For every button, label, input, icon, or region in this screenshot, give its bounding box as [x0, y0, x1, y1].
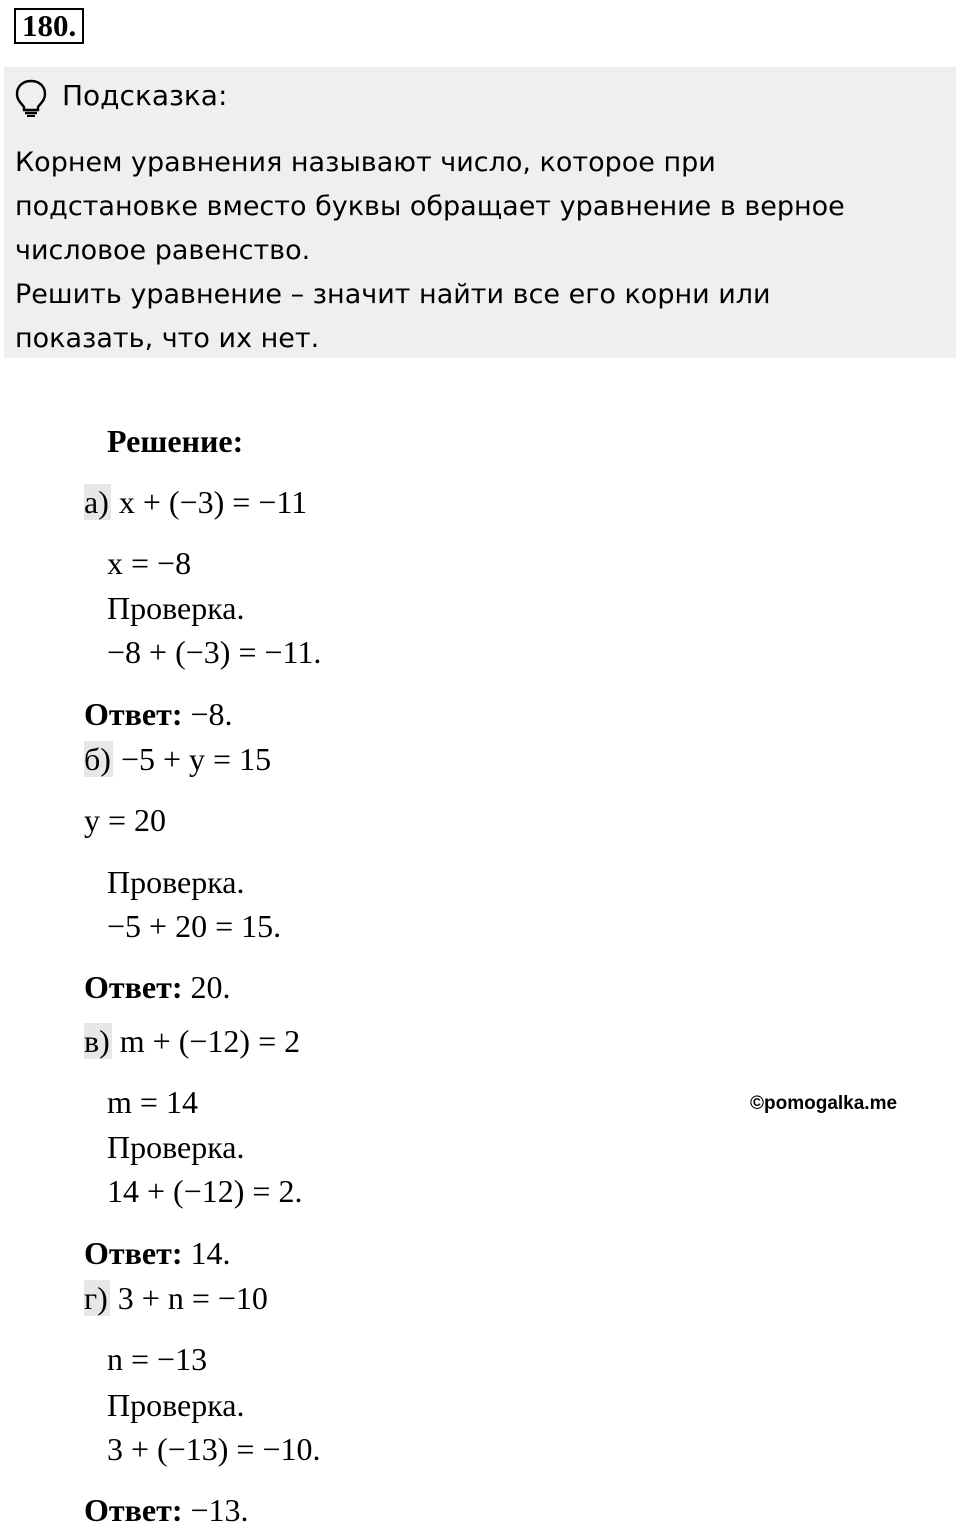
hint-text	[15, 141, 945, 361]
answer-label: Ответ:	[84, 969, 183, 1005]
answer-value: −8.	[190, 696, 233, 732]
part-b-check: −5 + 20 = 15.	[107, 908, 282, 944]
part-v-check-label: Проверка.	[107, 1129, 245, 1165]
answer-value: −13.	[190, 1492, 249, 1528]
answer-value: 20.	[190, 969, 231, 1005]
answer-label: Ответ:	[84, 1235, 183, 1271]
part-v-answer	[84, 1233, 230, 1273]
answer-label: Ответ:	[84, 696, 183, 732]
lightbulb-icon	[14, 79, 48, 117]
equation: x + (−3) = −11	[118, 484, 308, 520]
equation: m + (−12) = 2	[119, 1023, 301, 1059]
part-label: г)	[84, 1280, 108, 1316]
part-label: в)	[84, 1023, 110, 1059]
part-b-equation	[84, 739, 271, 779]
part-b-root: y = 20	[84, 802, 167, 838]
part-a-equation	[84, 482, 307, 522]
hint-line: числовое равенство.	[15, 235, 311, 266]
hint-line: Решить уравнение – значит найти все его корни или	[15, 279, 771, 310]
part-b-check-label: Проверка.	[107, 864, 245, 900]
solution-heading: Решение:	[107, 423, 244, 459]
part-a-answer	[84, 694, 233, 734]
part-g-check: 3 + (−13) = −10.	[107, 1431, 321, 1467]
equation: 3 + n = −10	[117, 1280, 268, 1316]
hint-line: Корнем уравнения называют число, которое при	[15, 147, 716, 178]
part-v-root: m = 14	[107, 1084, 198, 1120]
task-number: 180.	[14, 8, 84, 44]
part-a-check: −8 + (−3) = −11.	[107, 634, 322, 670]
part-v-check: 14 + (−12) = 2.	[107, 1173, 303, 1209]
part-v-equation	[84, 1021, 300, 1061]
part-g-root: n = −13	[107, 1341, 208, 1377]
part-label: б)	[84, 741, 111, 777]
part-b-answer	[84, 967, 230, 1007]
part-a-root: x = −8	[107, 545, 192, 581]
answer-value: 14.	[190, 1235, 231, 1271]
part-g-equation	[84, 1278, 268, 1318]
part-a-check-label: Проверка.	[107, 590, 245, 626]
part-label: а)	[84, 484, 109, 520]
part-g-answer	[84, 1490, 249, 1530]
hint-line: показать, что их нет.	[15, 323, 320, 354]
equation: −5 + y = 15	[120, 741, 272, 777]
answer-label: Ответ:	[84, 1492, 183, 1528]
watermark: ©pomogalka.me	[750, 1093, 898, 1114]
part-g-check-label: Проверка.	[107, 1387, 245, 1423]
hint-title: Подсказка:	[62, 79, 228, 112]
hint-line: подстановке вместо буквы обращает уравнение в верное	[15, 191, 845, 222]
